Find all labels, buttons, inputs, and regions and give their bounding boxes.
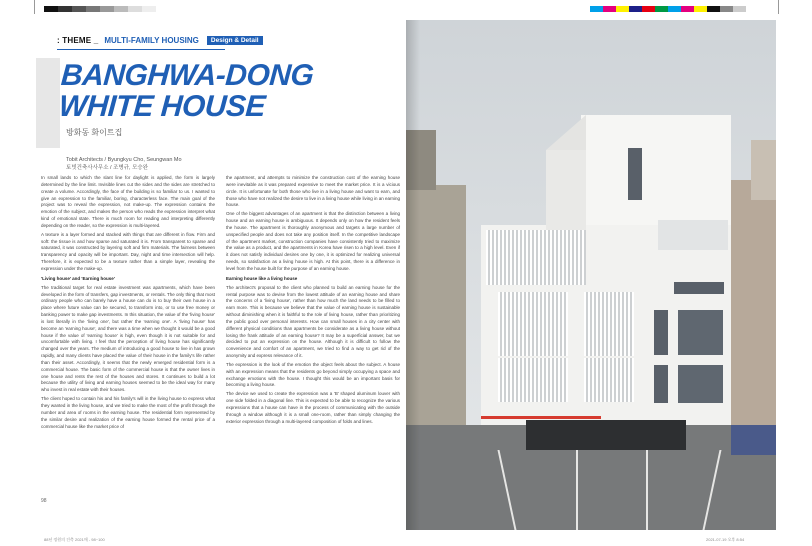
- paragraph: One of the biggest advantages of an apartment is that the distinction between a living house and an earning house is ambiguous. It depends only on how the resident feels the house. The apartment is thoroughly anonymous and targets a large number of unspecified people and does not take any position itself. In the competitive landscape of the apartment market, construction companies have consistently tried to maximize the value as a product, and the apartments in Korea have risen to a high level. Even if it does not satisfy individual desires one by one, it is optimized for realizing universal needs, so satisfaction as a living house is high. At this point, there is a difference in level from the house built for the purpose of an earning house.: [226, 211, 400, 271]
- grayscale-calibration-bar: [44, 6, 156, 12]
- parking-line: [646, 450, 648, 530]
- paragraph: The client hoped to contain his and his family's will in the living house to express what they wanted in the living house, and we tried to make the most of the profit through the number and area of rooms in the earning house. The residential form represented by the similar desire and realization of the earning house formed the rental price of a commercial house like the market price of: [41, 396, 215, 429]
- korean-subtitle: 방화동 화이트집: [66, 128, 123, 137]
- building-upper-volume: [581, 115, 731, 225]
- article-title: [58, 60, 315, 122]
- paragraph: The traditional target for real estate investment was apartments, which have been developed in the form of transfers, gap investments, or rentals. The only thing that most ordinary people who can barely have a house can do is to buy their own house in a place where future value can be secured, to transform into, or to use free money or banking power to make gap investments. In this situation, the value of the 'living house' is lost literally in the 'living one', but rather the 'earning one'. A 'living house' has become an 'earning house', and there was a time when we thought it would be a good house if the value of 'earning house' is high, even though it is not suitable for and uncomfortable with living. I feel that the perception of living house has significantly changed over the years. The medium of introducing a good house to live in has grown rapidly, and many clients have placed the value of their house in the family's life rather than their asset. Accordingly, it seems that the newly emerged residential form is a commercial house. The basic form of the commercial house is that the owner lives in one house and rents the rest of the houses and stores. It continues to build a lot because the utility of living and earning houses seemed to be the ideal way for many who invest in real estate with their houses.: [41, 284, 216, 393]
- body-column-1: [41, 175, 215, 432]
- credits-english: Tobit Architects / Byungkyu Cho, Seungwan Mo: [66, 157, 182, 163]
- window-tall: [628, 148, 642, 200]
- paragraph: In small lands to which the slant line for daylight is applied, the form is largely determined by the line limit. Invisible lines cut the sides and the sides are stretched to create a volume. Accordingly, the face of the building is so familiar to us. I wanted to give an expression to the familiar, boring, characterless face. The main goal of the project was to reveal the expression, not make-up. The expression contains the emotion of the subject, and makes the person who reads the expression interpret what kind of emotional state. There is much room for reading and interpreting differently depending on the reader, so the expression is multi-layered.: [41, 175, 215, 228]
- paragraph: The expression is the look of the emotion the object feels about the subject. A house with an expression means that the residents go beyond simply occupying a space and exchange emotions with the house. I thought this would be an important basis for becoming a living house.: [226, 361, 400, 388]
- facade-louvers-middle-lower: [584, 358, 634, 402]
- paragraph: The architect's proposal to the client who planned to build an earning house for the rental purpose was to devise from the lowest attitude of an earning house and share the concerns of a 'living house', rather than how much the land needs to be filled to earn more. This is because we believe that the value of earning house is sustainable without diminishing when it is faithful to the role of living house, rather than prioritizing the public good over personal interests. How can small houses in a city center with different physical conditions than apartments be considerate as a living house without losing the frank attitude of an earning house? It may be a superficial answer, but we decided to put an expression on the house. Although it is difficult to follow the convenience and comfort of an apartment, we tried to find a way to get rid of the anonymity and express relevance of it.: [226, 284, 400, 359]
- design-detail-tag: Design & Detail: [207, 36, 263, 45]
- page-number: 98: [41, 498, 47, 504]
- theme-subject: MULTI-FAMILY HOUSING: [104, 36, 199, 45]
- window-glass-upper: [658, 220, 728, 250]
- paragraph: The device we used to create the expression was a 'B' shaped aluminum louver with one side folded in a diagonal line. This is expected to be able to recognize the various expressions that a house can have in the process of communicating with the outside through a window although it is a small one-room, rather than simply changing the exterior expression through a multi-layered composition of folds and lines.: [226, 391, 400, 424]
- parking-line: [576, 450, 578, 530]
- page-gutter-shadow: [406, 20, 420, 530]
- neighbor-building-right: [726, 180, 776, 430]
- paragraph: the apartment, and attempts to minimize the construction cost of the earning house were inevitable as it was prepared expensive to meet the market price. It is a vicious circle. It is unfortunate for both those who live in a living house and want to earn, and those who have not realized the desire to live in a living house while living in an earning house.: [226, 175, 400, 208]
- crop-mark: [778, 0, 779, 14]
- facade-louvers-left-lower: [498, 358, 568, 402]
- color-calibration-bar: [590, 6, 746, 12]
- body-column-2: [226, 175, 400, 428]
- header-rule: [57, 49, 225, 50]
- terrace-louvers: [486, 230, 586, 285]
- facade-louvers-middle: [584, 292, 634, 356]
- print-footer-left: 88년 정원의 건축 2021매 - 98~100: [44, 537, 105, 542]
- window-corner: [678, 310, 723, 355]
- building-slanted-wall: [546, 150, 586, 230]
- building-photo: [406, 20, 776, 530]
- crop-mark: [34, 0, 35, 14]
- window-corner-lower: [678, 365, 723, 403]
- title-line-2: WHITE HOUSE: [57, 90, 267, 123]
- left-page: [36, 20, 406, 530]
- print-footer-right: 2021-07-19 오후 8:54: [706, 537, 745, 542]
- entrance-canopy: [481, 416, 601, 419]
- title-accent-block: [36, 58, 60, 148]
- paragraph: A texture is a layer formed and stacked with things that are different in flow. Firm and soft: the tissue is and how sparse and saturated it is. From transparent to sparse and saturated, it was constructed by layering soft and firm materials. The fairness between transparency and opacity will be important. Day, night and time intersection will help. Therefore, it is expected to be a texture rather than a simple layer, revealing the expression under the make-up.: [41, 231, 215, 271]
- neighbor-building-far-right: [751, 140, 776, 200]
- section-heading: 'Living house' and 'Earning house': [41, 275, 115, 281]
- facade-louvers-left: [498, 292, 568, 356]
- section-header: [57, 36, 263, 45]
- title-line-1: BANGHWA-DONG: [59, 59, 315, 92]
- section-heading: Earning house like a living house: [226, 275, 298, 281]
- parked-car: [731, 425, 776, 455]
- theme-label: : THEME _: [57, 36, 99, 45]
- window-strip: [674, 282, 724, 294]
- credits-korean: 토빗건축사사무소 / 조병규, 모승완: [66, 165, 149, 171]
- pilotis-shadow: [526, 420, 686, 450]
- roof-slant: [546, 115, 586, 150]
- window-side-lower: [654, 365, 668, 403]
- window-side: [654, 310, 668, 355]
- credits: [66, 156, 182, 172]
